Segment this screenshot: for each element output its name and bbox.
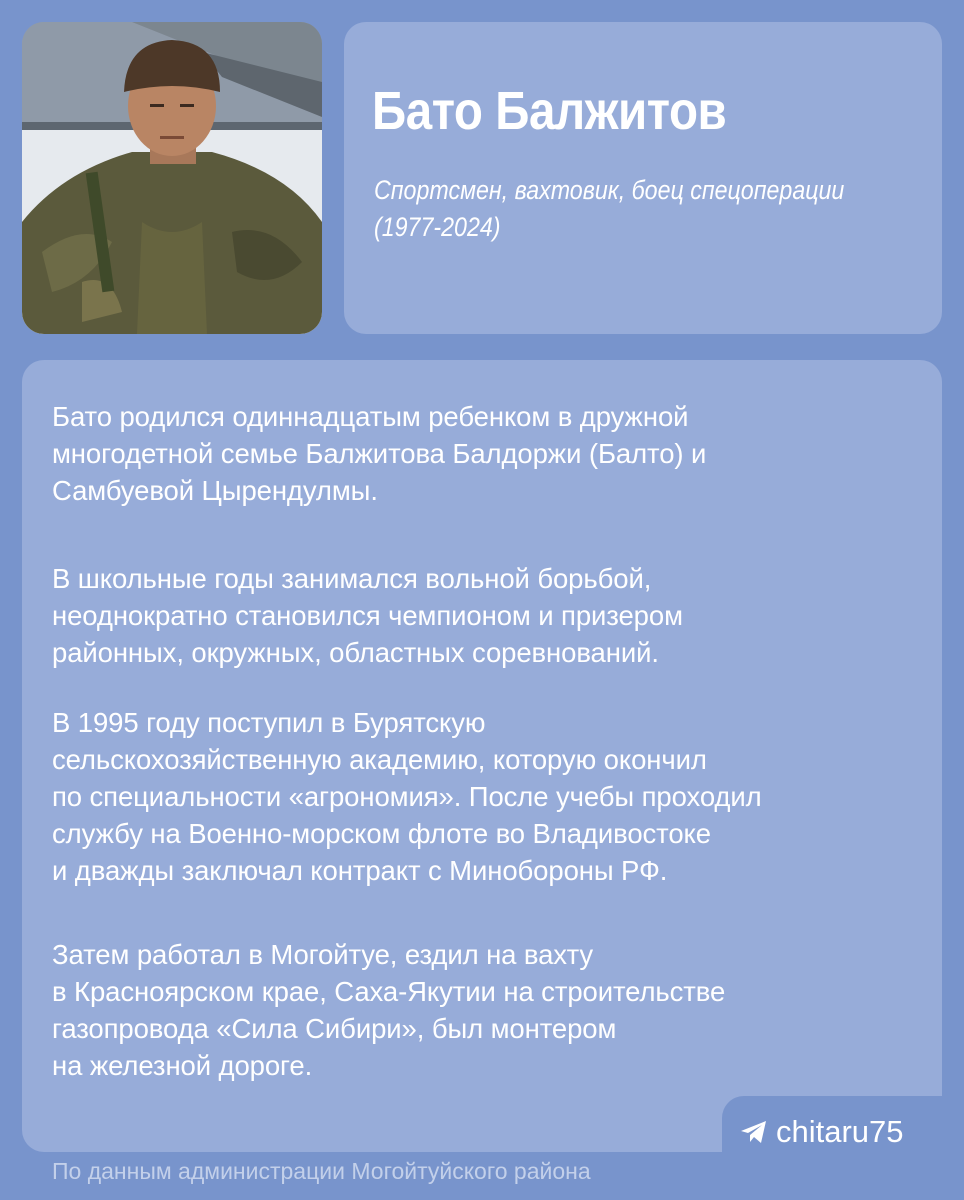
biography-paragraph: Затем работал в Могойтуе, ездил на вахту в Красноярском крае, Саха-Якутии на строительстве газопровода «Сила Сибири», был монтером на железной дороге. xyxy=(52,939,726,1081)
subtitle-occupation: Спортсмен, вахтовик, боец спецоперации xyxy=(374,175,845,205)
channel-link[interactable] xyxy=(740,1112,904,1152)
subtitle-years: (1977-2024) xyxy=(374,212,501,242)
biography-paragraph: Бато родился одиннадцатым ребенком в дружной многодетной семье Балжитова Балдоржи (Балто) и Самбуевой Цырендулмы. xyxy=(52,401,707,506)
biography-paragraph: В 1995 году поступил в Бурятскую сельскохозяйственную академию, которую окончил по специальности «агрономия». После учебы проходил службу на Военно-морском флоте во Владивостоке и дважды заключал контракт с Минобороны РФ. xyxy=(52,707,762,886)
telegram-icon xyxy=(740,1119,768,1145)
source-note: По данным администрации Могойтуйского района xyxy=(52,1158,591,1184)
person-subtitle xyxy=(374,172,890,246)
portrait-photo xyxy=(22,22,322,334)
biography-card xyxy=(22,360,942,1152)
channel-name: chitaru75 xyxy=(776,1114,904,1149)
biography-paragraph: В школьные годы занимался вольной борьбой, неоднократно становился чемпионом и призером районных, окружных, областных соревнований. xyxy=(52,563,683,668)
header-card xyxy=(344,22,942,334)
person-name: Бато Балжитов xyxy=(372,81,727,141)
